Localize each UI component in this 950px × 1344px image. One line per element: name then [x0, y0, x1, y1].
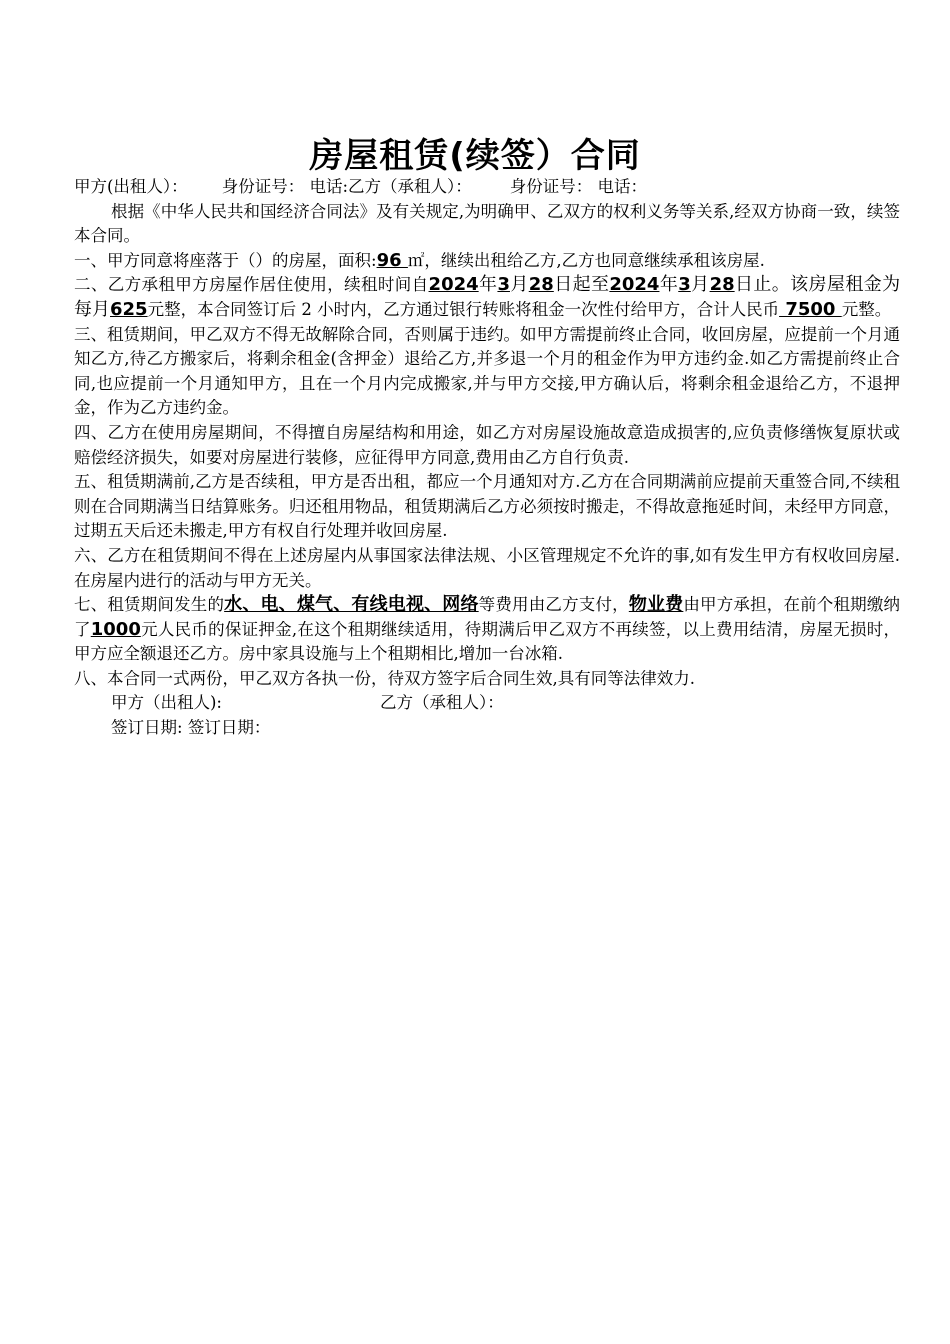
month-char: 月: [690, 274, 710, 296]
phone-a-party-b-label: 电话:乙方（承租人）：: [309, 177, 472, 196]
rent-terms: 元整，本合同签订后 2 小时内，乙方通过银行转账将租金一次性付给甲方，合计人民币: [147, 299, 780, 319]
start-month: 3: [497, 274, 510, 296]
monthly-rent-value: 625: [110, 298, 148, 320]
id-a-label: 身份证号：: [221, 177, 305, 196]
clause-2-text: 二、乙方承租甲方房屋作居住使用，续租时间自: [74, 275, 429, 295]
clause-7-rest: 元人民币的保证押金,在这个租期继续适用，待期满后甲乙双方不再续签，以上费用结清，房屋无损时，甲方应全额退还乙方。房中家具设施与上个租期相比,增加一台冰箱.: [74, 619, 900, 664]
rent-end: 元整。: [841, 299, 892, 319]
year-char: 年: [659, 274, 679, 296]
date-row: [74, 716, 900, 741]
party-a-date-label: 签订日期:: [111, 718, 183, 738]
day-char-until: 日起至: [553, 274, 610, 296]
preamble: 根据《中华人民共和国经济合同法》及有关规定,为明确甲、乙双方的权利义务等关系,经双方协商一致，续签本合同。: [74, 201, 900, 246]
start-year: 2024: [428, 274, 479, 296]
start-day: 28: [528, 274, 554, 296]
clause-2: [74, 273, 900, 322]
end-day: 28: [709, 274, 735, 296]
deposit-value: 1000: [90, 618, 141, 640]
phone-b-label: 电话：: [597, 177, 647, 196]
party-b-signature-label: 乙方（承租人）：: [380, 693, 504, 713]
clause-7-text: 七、租赁期间发生的: [74, 595, 225, 615]
clause-3: 三、租赁期间，甲乙双方不得无故解除合同，否则属于违约。如甲方需提前终止合同，收回房屋，应提前一个月通知乙方,待乙方搬家后，将剩余租金(含押金）退给乙方,并多退一个月的租金作为甲方违约金.如乙方需提前终止合同,也应提前一个月通知甲方，且在一个月内完成搬家,并与甲方交接,甲方确认后，将剩余租金退给乙方，不退押金，作为乙方违约金。: [74, 324, 900, 418]
party-header: [74, 175, 900, 200]
id-b-label: 身份证号：: [509, 177, 593, 196]
end-month: 3: [678, 274, 691, 296]
party-b-date-label: 签订日期：: [187, 718, 271, 738]
rent-label: 该房屋租金为每月: [74, 274, 901, 320]
year-char: 年: [478, 274, 498, 296]
clause-1: [74, 249, 900, 274]
clause-7-payer: 等费用由乙方支付，: [478, 595, 629, 615]
month-char: 月: [509, 274, 529, 296]
party-a-label: 甲方(出租人）：: [74, 177, 188, 196]
clause-6: 六、乙方在租赁期间不得在上述房屋内从事国家法律法规、小区管理规定不允许的事,如有发生甲方有权收回房屋.在房屋内进行的活动与甲方无关。: [74, 545, 900, 590]
contract-title: 房屋租赁(续签）合同: [309, 136, 641, 176]
contract-body: [74, 175, 900, 741]
day-char-end: 日止。: [734, 274, 791, 296]
clause-4: 四、乙方在使用房屋期间，不得擅自房屋结构和用途，如乙方对房屋设施故意造成损害的,应负责修缮恢复原状或赔偿经济损失，如要对房屋进行装修，应征得甲方同意,费用由乙方自行负责.: [74, 422, 900, 467]
area-value: 96: [376, 249, 408, 271]
end-year: 2024: [609, 274, 660, 296]
signature-row: [74, 691, 900, 716]
clause-8: 八、本合同一式两份，甲乙双方各执一份，待双方签字后合同生效,具有同等法律效力.: [74, 668, 695, 688]
utilities-list: 水、电、煤气、有线电视、网络: [224, 594, 479, 616]
property-fee: 物业费: [628, 594, 684, 616]
total-amount-value: 7500: [779, 298, 842, 320]
party-a-signature-label: 甲方（出租人):: [111, 693, 222, 713]
clause-7-deposit-text: 由甲方承担，在前个租期缴纳了: [74, 595, 901, 639]
clause-7: [74, 593, 900, 667]
clause-5: 五、租赁期满前,乙方是否续租，甲方是否出租，都应一个月通知对方.乙方在合同期满前应提前天重签合同,不续租则在合同期满当日结算账务。归还租用物品，租赁期满后乙方必须按时搬走，不得故意拖延时间，未经甲方同意，过期五天后还未搬走,甲方有权自行处理并收回房屋.: [74, 472, 900, 541]
clause-1-rest: ㎡，继续出租给乙方,乙方也同意继续承租该房屋.: [407, 250, 765, 270]
clause-1-text: 一、甲方同意将座落于（）的房屋，面积:: [74, 250, 377, 270]
